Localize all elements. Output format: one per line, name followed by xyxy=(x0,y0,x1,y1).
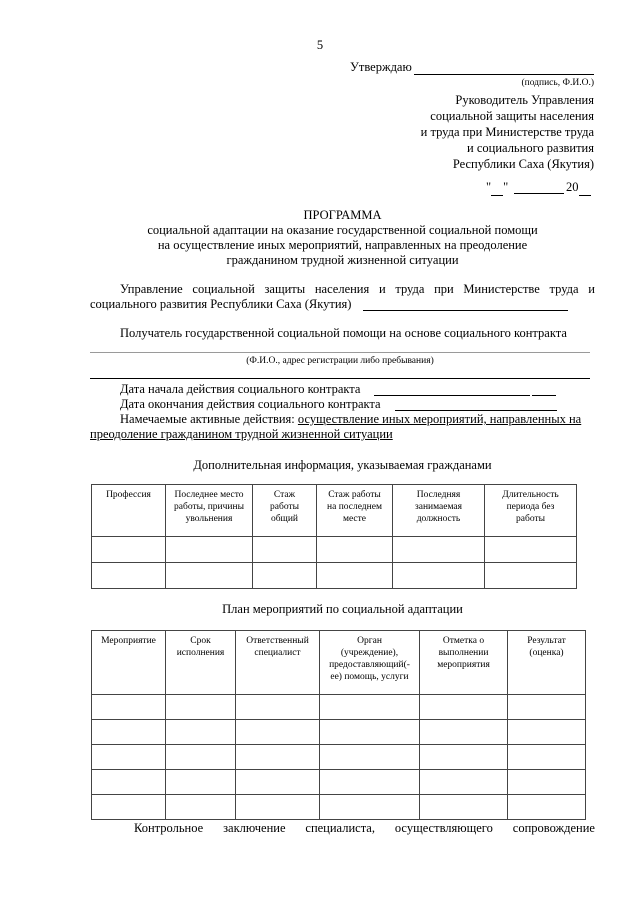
column-header xyxy=(92,631,166,695)
date-year-prefix: 20 xyxy=(566,180,579,194)
position-line-4: и социального развития xyxy=(467,141,594,155)
header-text: Ответственный xyxy=(246,636,309,646)
conclusion-line xyxy=(134,821,595,836)
header-text: на последнем xyxy=(327,502,382,512)
header-text: выполнении xyxy=(438,648,489,658)
agency-word: и xyxy=(588,282,595,296)
header-text: исполнения xyxy=(176,648,225,658)
position-line-5: Республики Саха (Якутия) xyxy=(452,157,594,171)
program-heading: ПРОГРАММА xyxy=(303,208,382,222)
contract-start-blank-tail xyxy=(532,395,556,396)
agency-blank xyxy=(363,310,568,311)
date-year-blank xyxy=(579,180,591,196)
actions-line-1 xyxy=(120,412,581,427)
column-header xyxy=(508,631,586,695)
table-cell[interactable] xyxy=(320,795,420,820)
table-cell[interactable] xyxy=(420,795,508,820)
conclusion-word: сопровождение xyxy=(512,821,595,835)
table-row xyxy=(92,770,586,795)
position-line-2: социальной защиты населения xyxy=(430,109,594,123)
table-cell[interactable] xyxy=(166,720,236,745)
column-header xyxy=(166,485,253,537)
actions-line-2: преодоление гражданином трудной жизненной ситуации xyxy=(90,427,393,441)
recipient-blank-line xyxy=(90,352,590,353)
approve-label: Утверждаю xyxy=(350,60,412,74)
column-header xyxy=(393,485,485,537)
agency-word: населения xyxy=(314,282,370,296)
header-text: Орган xyxy=(357,636,382,646)
agency-line-1 xyxy=(120,282,595,297)
table-cell[interactable] xyxy=(420,720,508,745)
signature-hint: (подпись, Ф.И.О.) xyxy=(521,78,594,88)
table-cell[interactable] xyxy=(508,695,586,720)
table-cell[interactable] xyxy=(92,745,166,770)
agency-line-2: социального развития Республики Саха (Якутия) xyxy=(90,297,352,311)
agency-word: труда xyxy=(395,282,425,296)
header-text: Отметка о xyxy=(442,636,485,646)
table-row xyxy=(92,795,586,820)
table-row xyxy=(92,563,577,589)
table-cell[interactable] xyxy=(320,745,420,770)
header-text: увольнения xyxy=(185,514,233,524)
table-header-row xyxy=(92,485,577,537)
header-text: Стаж xyxy=(273,490,296,500)
header-text: Срок xyxy=(190,636,211,646)
table-cell[interactable] xyxy=(508,720,586,745)
header-text: (оценка) xyxy=(529,648,564,658)
column-header xyxy=(166,631,236,695)
additional-info-heading: Дополнительная информация, указываемая гражданами xyxy=(193,458,492,472)
column-header xyxy=(320,631,420,695)
table-cell[interactable] xyxy=(420,745,508,770)
table-cell[interactable] xyxy=(253,537,317,563)
table-cell[interactable] xyxy=(420,770,508,795)
table-cell[interactable] xyxy=(166,563,253,589)
header-text: работы xyxy=(270,502,299,512)
table-cell[interactable] xyxy=(320,770,420,795)
header-text: ее) помощь, услуги xyxy=(330,672,409,682)
additional-info-table xyxy=(91,484,577,589)
table-cell[interactable] xyxy=(92,795,166,820)
header-text: работы xyxy=(516,514,545,524)
table-cell[interactable] xyxy=(320,695,420,720)
table-row xyxy=(92,537,577,563)
table-cell[interactable] xyxy=(166,537,253,563)
agency-word: труда xyxy=(549,282,579,296)
column-header xyxy=(317,485,393,537)
header-text: Последнее место xyxy=(174,490,244,500)
date-day-field xyxy=(486,180,508,196)
agency-word: при xyxy=(434,282,454,296)
column-header xyxy=(485,485,577,537)
signature-line xyxy=(414,74,594,75)
agency-word: социальной xyxy=(192,282,255,296)
header-text: Стаж работы xyxy=(328,490,381,500)
table-cell[interactable] xyxy=(236,770,320,795)
header-text: общий xyxy=(270,514,299,524)
recipient-address-line xyxy=(90,378,590,379)
table-cell[interactable] xyxy=(166,770,236,795)
column-header xyxy=(253,485,317,537)
agency-word: Управление xyxy=(120,282,183,296)
header-text: предоставляющий(- xyxy=(329,660,410,670)
table-cell[interactable] xyxy=(92,563,166,589)
contract-end-blank xyxy=(395,410,557,411)
table-cell[interactable] xyxy=(485,537,577,563)
header-text: мероприятия xyxy=(437,660,490,670)
header-text: месте xyxy=(342,514,367,524)
table-cell[interactable] xyxy=(166,695,236,720)
table-cell[interactable] xyxy=(166,745,236,770)
table-row xyxy=(92,695,586,720)
table-cell[interactable] xyxy=(236,695,320,720)
table-row xyxy=(92,720,586,745)
header-text: Последняя xyxy=(416,490,461,500)
actions-value: осуществление иных мероприятий, направленных на xyxy=(297,412,582,426)
table-cell[interactable] xyxy=(508,745,586,770)
column-header xyxy=(92,485,166,537)
column-header xyxy=(236,631,320,695)
table-cell[interactable] xyxy=(236,795,320,820)
actions-label: Намечаемые активные действия: xyxy=(120,412,295,426)
agency-word: Министерстве xyxy=(463,282,540,296)
agency-word: и xyxy=(378,282,386,296)
table-cell[interactable] xyxy=(485,563,577,589)
program-subtitle-2: на осуществление иных мероприятий, направленных на преодоление xyxy=(157,238,528,252)
agency-word: защиты xyxy=(264,282,306,296)
contract-start-label: Дата начала действия социального контракта xyxy=(120,382,361,396)
conclusion-word: специалиста, xyxy=(305,821,375,835)
conclusion-word: осуществляющего xyxy=(394,821,493,835)
recipient-hint: (Ф.И.О., адрес регистрации либо пребывания) xyxy=(246,356,434,366)
date-month-blank xyxy=(514,193,564,194)
position-line-3: и труда при Министерстве труда xyxy=(420,125,594,139)
table-row xyxy=(92,745,586,770)
conclusion-word: Контрольное xyxy=(134,821,204,835)
table-cell[interactable] xyxy=(253,563,317,589)
position-line-1: Руководитель Управления xyxy=(455,93,594,107)
table-cell[interactable] xyxy=(236,745,320,770)
header-text: должность xyxy=(416,514,461,524)
plan-heading: План мероприятий по социальной адаптации xyxy=(222,602,463,616)
table-cell[interactable] xyxy=(317,537,393,563)
plan-table xyxy=(91,630,586,820)
table-cell[interactable] xyxy=(236,720,320,745)
header-text: Мероприятие xyxy=(101,636,156,646)
date-close-quote: " xyxy=(503,180,509,194)
header-text: Длительность xyxy=(502,490,559,500)
table-cell[interactable] xyxy=(508,795,586,820)
table-cell[interactable] xyxy=(92,695,166,720)
program-subtitle-3: гражданином трудной жизненной ситуации xyxy=(226,253,459,267)
table-cell[interactable] xyxy=(92,720,166,745)
table-cell[interactable] xyxy=(92,770,166,795)
table-cell[interactable] xyxy=(420,695,508,720)
contract-start-blank xyxy=(374,395,530,396)
program-subtitle-1: социальной адаптации на оказание государственной социальной помощи xyxy=(147,223,538,237)
header-text: работы, причины xyxy=(174,502,244,512)
date-day-blank xyxy=(491,180,503,196)
page-number: 5 xyxy=(316,38,324,52)
header-text: Профессия xyxy=(106,490,151,500)
table-cell[interactable] xyxy=(166,795,236,820)
table-cell[interactable] xyxy=(393,537,485,563)
table-cell[interactable] xyxy=(317,563,393,589)
table-cell[interactable] xyxy=(393,563,485,589)
date-open-quote: " xyxy=(486,180,492,194)
table-cell[interactable] xyxy=(92,537,166,563)
header-text: Результат xyxy=(527,636,566,646)
header-text: специалист xyxy=(254,648,301,658)
table-cell[interactable] xyxy=(508,770,586,795)
header-text: занимаемая xyxy=(414,502,463,512)
column-header xyxy=(420,631,508,695)
table-header-row xyxy=(92,631,586,695)
table-cell[interactable] xyxy=(320,720,420,745)
date-year xyxy=(566,180,591,196)
header-text: (учреждение), xyxy=(340,648,399,658)
recipient-label: Получатель государственной социальной помощи на основе социального контракта xyxy=(120,326,567,340)
conclusion-word: заключение xyxy=(223,821,286,835)
header-text: периода без xyxy=(506,502,555,512)
contract-end-label: Дата окончания действия социального контракта xyxy=(120,397,381,411)
